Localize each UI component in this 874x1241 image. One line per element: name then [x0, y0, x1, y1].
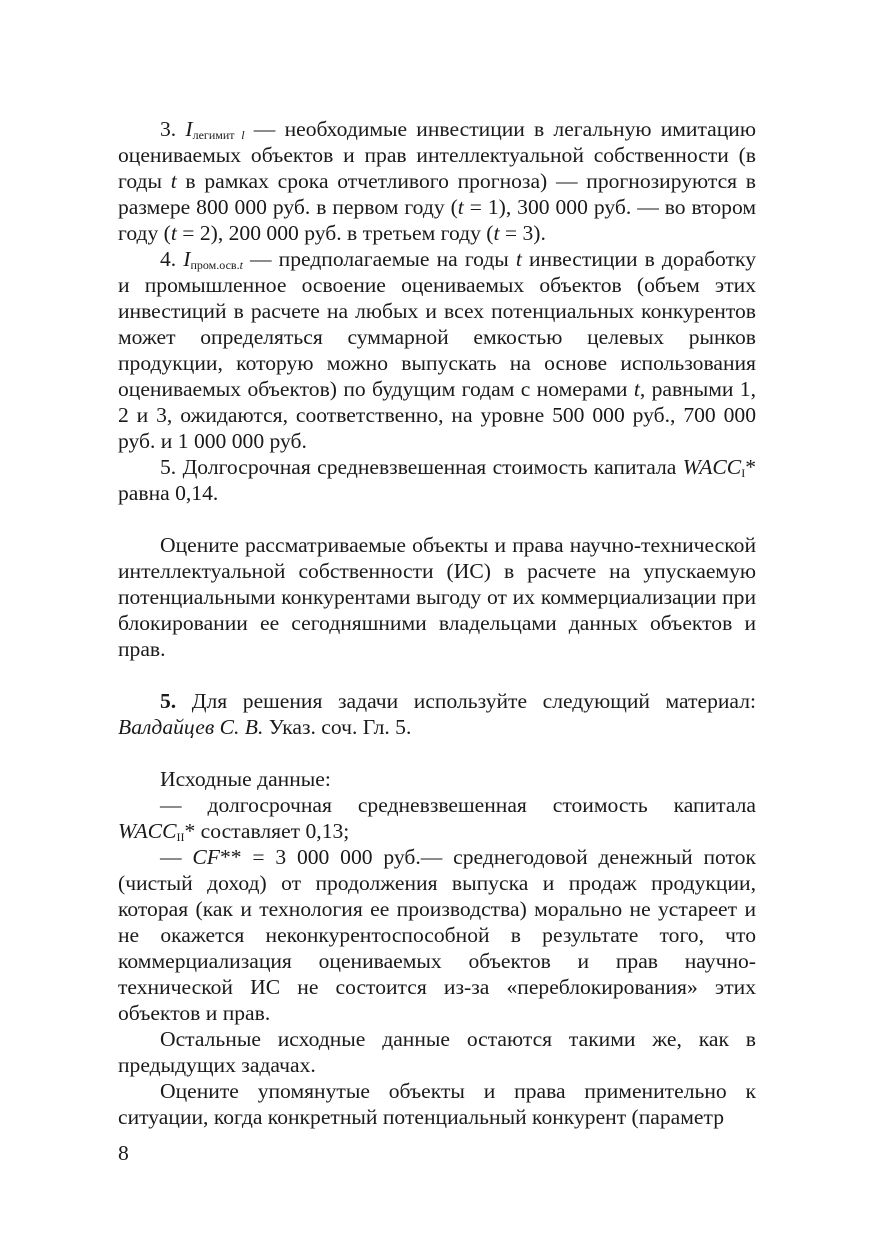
- bullet-wacc: — долгосрочная средневзвешенная стоимость капитала $WACC_{II}*$ составляет 0,13;: [118, 793, 756, 844]
- bullet-cf: — CF** = 3 000 000 руб.— среднегодовой денежный поток (чистый доход) от продолжения выпуска и продаж продукции, которая (как и технология ее производства) морально не устареет и не окажется неконкурентоспособной в результате того, что коммерциализация оцениваемых объектов и прав научно-технической ИС не состоится из-за «переблокирования» этих объектов и прав.: [118, 845, 756, 1025]
- page-body: [118, 116, 756, 1130]
- final-task-paragraph: Оцените упомянутые объекты и права применительно к ситуации, когда конкретный потенциальный конкурент (параметр: [118, 1079, 756, 1129]
- problem-5-paragraph: 5. Для решения задачи используйте следующий материал: Валдайцев С. В. Указ. соч. Гл. 5.: [118, 689, 756, 739]
- item-3-paragraph: 3. $I_{легимит l}$ — необходимые инвестиции в легальную имитацию оцениваемых объектов и прав интеллектуальной собственности (в годы t в рамках срока отчетливого прогноза) — прогнозируются в размере 800 000 руб. в первом году (t = 1), 300 000 руб. — во втором году (t = 2), 200 000 руб. в третьем году (t = 3).: [118, 117, 756, 245]
- item-4-paragraph: 4. $I_{пром.осв.t}$ — предполагаемые на годы t инвестиции в доработку и промышленное освоение оцениваемых объектов (объем этих инвестиций в расчете на любых и всех потенциальных конкурентов может определяться суммарной емкостью целевых рынков продукции, которую можно выпускать на основе использования оцениваемых объектов) по будущим годам с номерами t, равными 1, 2 и 3, ожидаются, соответственно, на уровне 500 000 руб., 700 000 руб. и 1 000 000 руб.: [118, 247, 756, 453]
- page-number: 8: [118, 1141, 129, 1165]
- task-paragraph: Оцените рассматриваемые объекты и права научно-технической интеллектуальной собственности (ИС) в расчете на упускаемую потенциальными конкурентами выгоду от их коммерциализации при блокировании ее сегодняшними владельцами данных объектов и прав.: [118, 533, 756, 661]
- initial-data-heading: Исходные данные:: [160, 767, 331, 791]
- rest-data-paragraph: Остальные исходные данные остаются такими же, как в предыдущих задачах.: [118, 1027, 756, 1077]
- item-5-paragraph: 5. Долгосрочная средневзвешенная стоимость капитала $WACC_I*$ равна 0,14.: [118, 455, 756, 505]
